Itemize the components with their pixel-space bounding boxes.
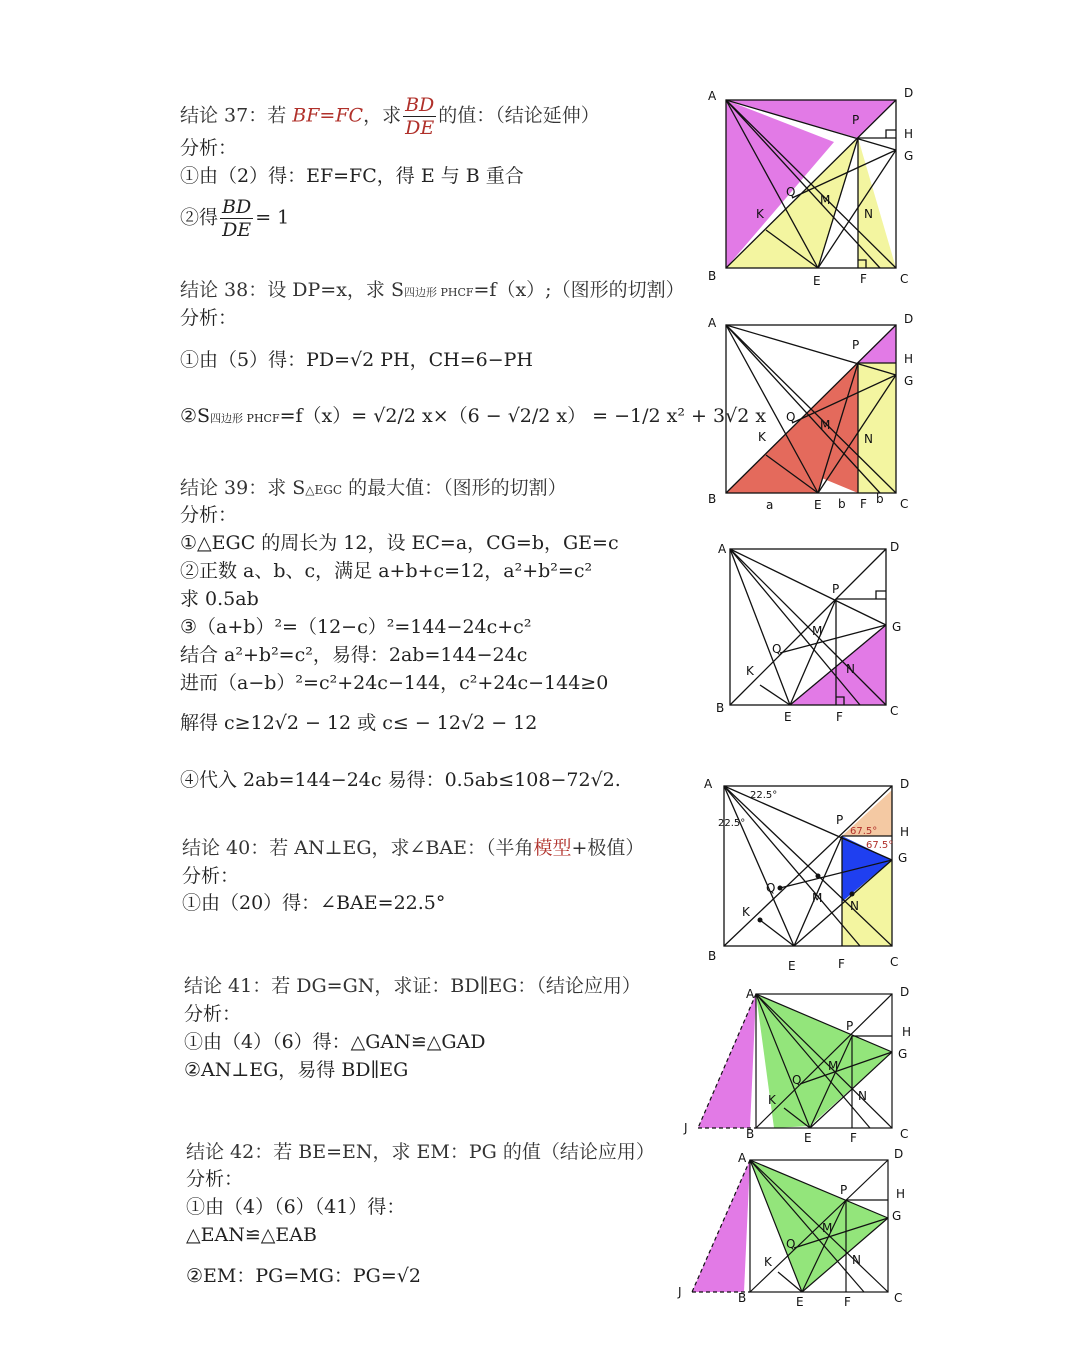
- svg-text:A: A: [704, 777, 713, 791]
- svg-text:B: B: [708, 269, 717, 283]
- c38-step2: ②S四边形 PHCF=f（x）= √2/2 x×（6 − √2/2 x） = −1/2 x² + 3√2 x: [180, 405, 767, 427]
- c39-analysis: 分析：: [180, 504, 238, 526]
- svg-text:C: C: [894, 1291, 903, 1305]
- c39-step1: ①△EGC 的周长为 12，设 EC=a，CG=b，GE=c: [180, 532, 619, 554]
- c39-step4: ③（a+b）²=（12−c）²=144−24c+c²: [180, 616, 532, 638]
- svg-text:E: E: [784, 710, 792, 724]
- svg-text:M: M: [812, 624, 823, 638]
- c42-step2: △EAN≌△EAB: [186, 1224, 317, 1246]
- svg-text:H: H: [900, 825, 910, 839]
- svg-text:M: M: [820, 418, 831, 432]
- svg-text:B: B: [708, 492, 717, 506]
- svg-text:Q: Q: [792, 1073, 802, 1087]
- svg-text:K: K: [746, 664, 754, 678]
- svg-text:P: P: [852, 338, 860, 352]
- svg-text:C: C: [900, 497, 909, 511]
- c41-title: 结论 41：若 DG=GN，求证：BD∥EG：（结论应用）: [184, 975, 641, 997]
- svg-text:B: B: [738, 1291, 747, 1305]
- svg-text:E: E: [813, 274, 821, 288]
- svg-text:67.5°: 67.5°: [850, 826, 878, 837]
- svg-text:P: P: [852, 113, 860, 127]
- svg-text:P: P: [836, 813, 844, 827]
- svg-text:Q: Q: [766, 881, 776, 895]
- svg-text:C: C: [900, 272, 909, 286]
- svg-text:M: M: [828, 1059, 839, 1073]
- svg-text:D: D: [904, 312, 914, 326]
- c39-title: 结论 39：求 S△EGC 的最大值：（图形的切割）: [180, 477, 567, 499]
- svg-text:F: F: [844, 1295, 851, 1309]
- c40-step1: ①由（20）得：∠BAE=22.5°: [182, 892, 446, 914]
- svg-text:G: G: [892, 1209, 902, 1223]
- c40-analysis: 分析：: [182, 865, 240, 887]
- c39-step8: ④代入 2ab=144−24c 易得：0.5ab≤108−72√2.: [180, 769, 621, 791]
- figure-c42: [676, 1148, 926, 1313]
- svg-text:C: C: [890, 704, 899, 718]
- svg-text:D: D: [890, 540, 900, 554]
- svg-text:67.5°: 67.5°: [866, 840, 894, 851]
- c39-step3: 求 0.5ab: [180, 588, 259, 610]
- fig4-point-n: [850, 892, 855, 897]
- figure-c37: [700, 80, 930, 295]
- svg-text:F: F: [838, 957, 845, 971]
- svg-text:M: M: [820, 193, 831, 207]
- c42-title: 结论 42：若 BE=EN，求 EM：PG 的值（结论应用）: [186, 1141, 655, 1163]
- svg-text:H: H: [904, 127, 914, 141]
- svg-text:E: E: [796, 1295, 804, 1309]
- svg-text:D: D: [904, 86, 914, 100]
- svg-text:A: A: [746, 987, 755, 1001]
- c37-analysis: 分析：: [180, 137, 238, 159]
- svg-text:F: F: [860, 272, 867, 286]
- svg-text:Q: Q: [772, 642, 782, 656]
- svg-text:K: K: [756, 207, 764, 221]
- fig4-point-m: [816, 874, 821, 879]
- svg-text:P: P: [840, 1183, 848, 1197]
- svg-text:N: N: [852, 1253, 861, 1267]
- svg-text:22.5°: 22.5°: [718, 818, 746, 829]
- svg-text:N: N: [864, 207, 873, 221]
- figure-c39: [700, 535, 930, 735]
- svg-text:J: J: [684, 1121, 688, 1135]
- c42-step1: ①由（4）（6）（41）得：: [186, 1196, 406, 1218]
- svg-text:E: E: [788, 959, 796, 973]
- svg-text:Q: Q: [786, 185, 796, 199]
- svg-text:A: A: [738, 1151, 747, 1165]
- svg-text:G: G: [898, 1047, 908, 1061]
- svg-text:A: A: [718, 542, 727, 556]
- svg-text:J: J: [678, 1285, 682, 1299]
- svg-text:G: G: [904, 374, 914, 388]
- svg-text:D: D: [894, 1148, 904, 1161]
- svg-text:H: H: [902, 1025, 912, 1039]
- svg-text:G: G: [898, 851, 908, 865]
- svg-text:B: B: [716, 701, 725, 715]
- svg-text:K: K: [764, 1255, 772, 1269]
- c41-step1: ①由（4）（6）得：△GAN≌△GAD: [184, 1031, 486, 1053]
- svg-text:C: C: [900, 1127, 909, 1141]
- c37-title: 结论 37：若 BF=FC，求 $\frac{BD}{DE}$ 的值：（结论延伸）: [180, 94, 600, 139]
- svg-text:H: H: [896, 1187, 906, 1201]
- svg-text:P: P: [832, 582, 840, 596]
- svg-text:b: b: [838, 497, 846, 511]
- svg-text:N: N: [846, 662, 855, 676]
- svg-text:E: E: [804, 1131, 812, 1145]
- c38-step1: ①由（5）得：PD=√2 PH，CH=6−PH: [180, 349, 534, 371]
- figure-c38: [700, 305, 930, 520]
- svg-text:G: G: [892, 620, 902, 634]
- svg-text:M: M: [822, 1221, 833, 1235]
- svg-text:N: N: [864, 432, 873, 446]
- svg-text:K: K: [742, 905, 750, 919]
- fig4-point-q: [778, 886, 783, 891]
- c39-step6: 进而（a−b）²=c²+24c−144，c²+24c−144≥0: [180, 672, 609, 694]
- c38-title: 结论 38：设 DP=x，求 S四边形 PHCF=f（x）;（图形的切割）: [180, 279, 685, 301]
- fig4-point-k: [758, 918, 763, 923]
- c40-title: 结论 40：若 AN⊥EG，求∠BAE：（半角模型+极值）: [182, 837, 645, 859]
- svg-text:K: K: [758, 430, 766, 444]
- c38-analysis: 分析：: [180, 307, 238, 329]
- c37-title-fraction: $\frac{BD}{DE}$: [405, 94, 435, 139]
- c37-step1: ①由（2）得：EF=FC，得 E 与 B 重合: [180, 165, 524, 187]
- svg-text:F: F: [836, 710, 843, 724]
- svg-text:N: N: [858, 1089, 867, 1103]
- svg-text:B: B: [708, 949, 717, 963]
- c42-analysis: 分析：: [186, 1168, 244, 1190]
- c39-step2: ②正数 a、b、c，满足 a+b+c=12，a²+b²=c²: [180, 560, 593, 582]
- svg-text:N: N: [850, 899, 859, 913]
- svg-text:A: A: [708, 316, 717, 330]
- svg-text:F: F: [860, 497, 867, 511]
- c41-analysis: 分析：: [184, 1003, 242, 1025]
- svg-text:D: D: [900, 777, 910, 791]
- svg-text:B: B: [746, 1127, 755, 1141]
- svg-text:C: C: [890, 955, 899, 969]
- svg-text:M: M: [812, 891, 823, 905]
- figure-c40: [700, 770, 930, 980]
- svg-text:H: H: [904, 352, 914, 366]
- c39-step5: 结合 a²+b²=c²，易得：2ab=144−24c: [180, 644, 528, 666]
- svg-text:22.5°: 22.5°: [750, 790, 778, 801]
- svg-text:a: a: [766, 498, 774, 512]
- svg-text:D: D: [900, 985, 910, 999]
- svg-text:Q: Q: [786, 410, 796, 424]
- svg-text:G: G: [904, 149, 914, 163]
- svg-text:b: b: [876, 492, 884, 506]
- figure-c41: [680, 980, 930, 1145]
- svg-text:K: K: [768, 1093, 776, 1107]
- c37-step2: ②得 $\frac{BD}{DE}$ = 1: [180, 196, 290, 241]
- svg-text:F: F: [850, 1131, 857, 1145]
- svg-text:A: A: [708, 89, 717, 103]
- svg-text:E: E: [814, 498, 822, 512]
- c41-step2: ②AN⊥EG，易得 BD∥EG: [184, 1059, 409, 1081]
- c42-step3: ②EM：PG=MG：PG=√2: [186, 1265, 421, 1287]
- svg-text:Q: Q: [786, 1237, 796, 1251]
- svg-text:P: P: [846, 1019, 854, 1033]
- c39-step7: 解得 c≥12√2 − 12 或 c≤ − 12√2 − 12: [180, 712, 538, 734]
